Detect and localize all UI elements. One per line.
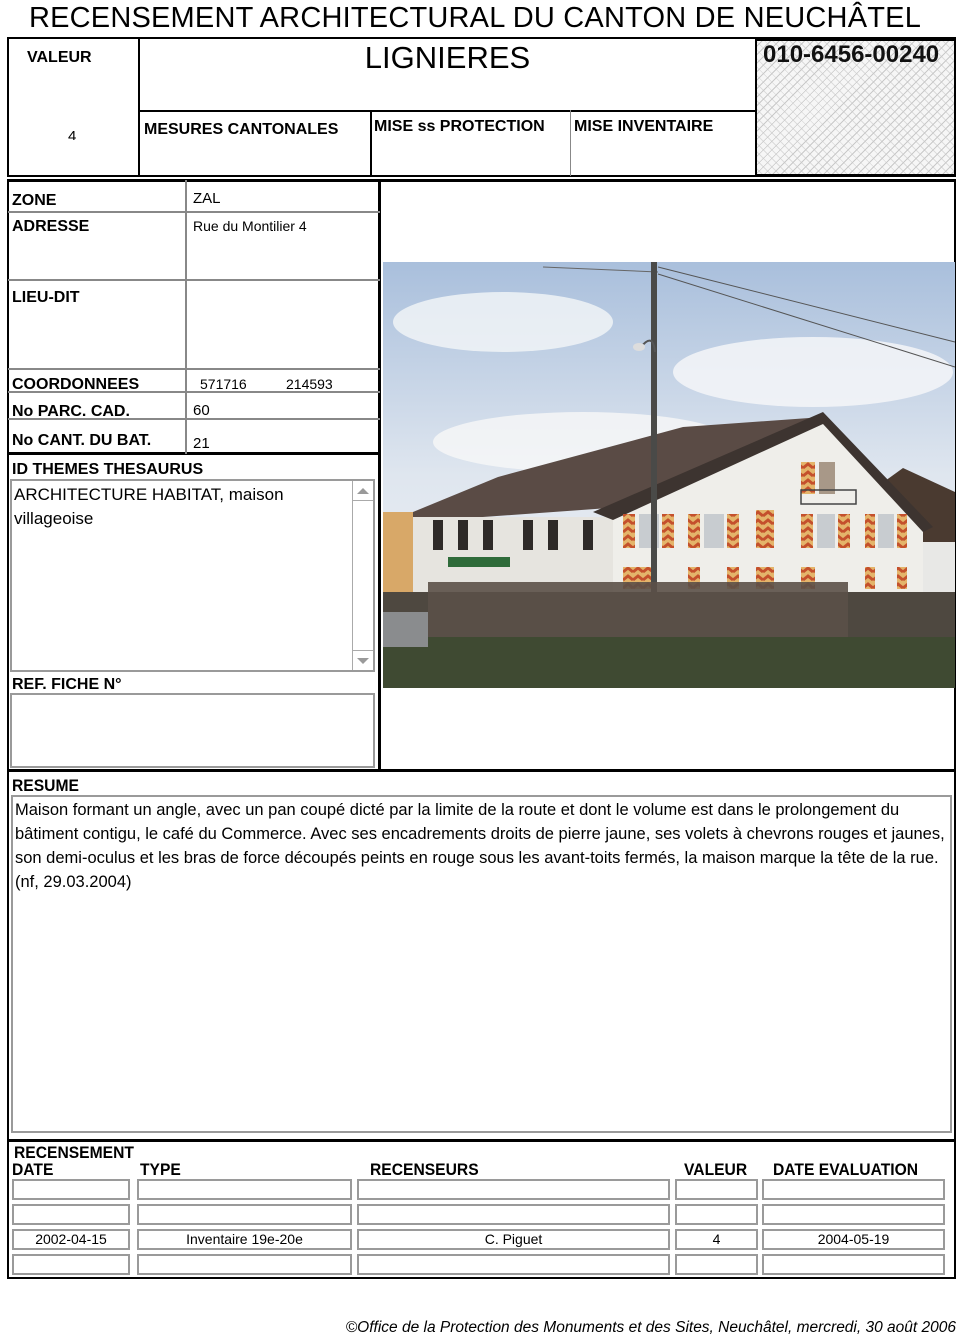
- parc-cad-label: No PARC. CAD.: [12, 403, 130, 418]
- valeur-label: VALEUR: [27, 49, 92, 66]
- coord-x: 571716: [200, 376, 247, 392]
- table-cell[interactable]: [137, 1204, 352, 1225]
- column-header-date-evaluation: DATE EVALUATION: [773, 1160, 919, 1179]
- table-cell[interactable]: [762, 1254, 945, 1275]
- coord-y: 214593: [286, 376, 333, 392]
- table-cell-recenseurs[interactable]: C. Piguet: [357, 1229, 670, 1250]
- scroll-down-button[interactable]: [353, 650, 373, 670]
- table-cell[interactable]: [137, 1179, 352, 1200]
- table-cell[interactable]: [675, 1254, 758, 1275]
- valeur-value: 4: [68, 128, 77, 140]
- column-header-recenseurs: RECENSEURS: [370, 1160, 479, 1179]
- footer-copyright: ©Office de la Protection des Monuments et des Sites, Neuchâtel, mercredi, 30 août 2006: [345, 1319, 956, 1336]
- parc-cad-value: 60: [193, 402, 210, 419]
- ref-fiche-label: REF. FICHE N°: [12, 676, 122, 693]
- arrow-down-icon: [357, 658, 369, 664]
- page-title: RECENSEMENT ARCHITECTURAL DU CANTON DE NEUCHÂTEL: [28, 2, 922, 34]
- table-cell[interactable]: [137, 1254, 352, 1275]
- record-id: 010-6456-00240: [763, 41, 940, 68]
- table-cell-valeur[interactable]: 4: [675, 1229, 758, 1250]
- cant-bat-label: No CANT. DU BAT.: [12, 432, 152, 449]
- coordonnees-label: COORDONNEES: [12, 376, 140, 391]
- table-cell[interactable]: [675, 1204, 758, 1225]
- resume-text: Maison formant un angle, avec un pan coupé dicté par la limite de la route et dont le volume est dans le prolongement du bâtiment contigu, le café du Commerce. Avec ses encadrements droits de pierre jaune, ses volets à chevrons rouges et jaunes, son demi-oculus et les bras de force découpés peints en rouge sous les avant-toits fermés, la maison marque la tête de la rue. (nf, 29.03.2004): [15, 801, 945, 891]
- table-cell-type[interactable]: Inventaire 19e-20e: [137, 1229, 352, 1250]
- mise-inventaire-label: MISE INVENTAIRE: [574, 118, 714, 135]
- table-cell[interactable]: [12, 1179, 130, 1200]
- divider: [185, 180, 187, 454]
- lieu-dit-label: LIEU-DIT: [12, 289, 80, 306]
- table-cell[interactable]: [762, 1204, 945, 1225]
- cant-bat-value: 21: [193, 435, 210, 452]
- building-photo: [383, 262, 955, 688]
- adresse-value: Rue du Montilier 4: [193, 218, 307, 234]
- adresse-label: ADRESSE: [12, 218, 90, 235]
- commune-name: LIGNIERES: [364, 40, 531, 75]
- mesures-cantonales-label: MESURES CANTONALES: [144, 121, 339, 138]
- divider: [370, 110, 372, 176]
- table-cell[interactable]: [357, 1204, 670, 1225]
- table-cell[interactable]: [675, 1179, 758, 1200]
- ref-fiche-field[interactable]: [10, 693, 375, 768]
- table-cell-date-evaluation[interactable]: 2004-05-19: [762, 1229, 945, 1250]
- divider: [8, 211, 380, 213]
- divider: [570, 110, 571, 176]
- thesaurus-scrollbar[interactable]: [352, 481, 373, 670]
- table-cell[interactable]: [357, 1254, 670, 1275]
- mise-protection-label: MISE ss PROTECTION: [374, 118, 545, 135]
- divider: [140, 110, 756, 112]
- thesaurus-label: ID THEMES THESAURUS: [12, 461, 204, 478]
- zone-label: ZONE: [12, 192, 57, 209]
- table-cell[interactable]: [357, 1179, 670, 1200]
- arrow-up-icon: [357, 488, 369, 494]
- column-header-valeur: VALEUR: [684, 1160, 748, 1179]
- recensement-label: RECENSEMENT: [14, 1143, 134, 1162]
- divider: [8, 368, 380, 370]
- thesaurus-value: ARCHITECTURE HABITAT, maison villageoise: [14, 485, 284, 528]
- table-cell[interactable]: [12, 1204, 130, 1225]
- table-cell[interactable]: [762, 1179, 945, 1200]
- divider: [8, 279, 380, 281]
- resume-label: RESUME: [12, 776, 79, 795]
- zone-value: ZAL: [193, 190, 221, 207]
- table-cell[interactable]: [12, 1254, 130, 1275]
- scroll-up-button[interactable]: [353, 481, 373, 501]
- table-cell-date[interactable]: 2002-04-15: [12, 1229, 130, 1250]
- column-header-date: DATE: [12, 1160, 54, 1179]
- column-header-type: TYPE: [140, 1160, 181, 1179]
